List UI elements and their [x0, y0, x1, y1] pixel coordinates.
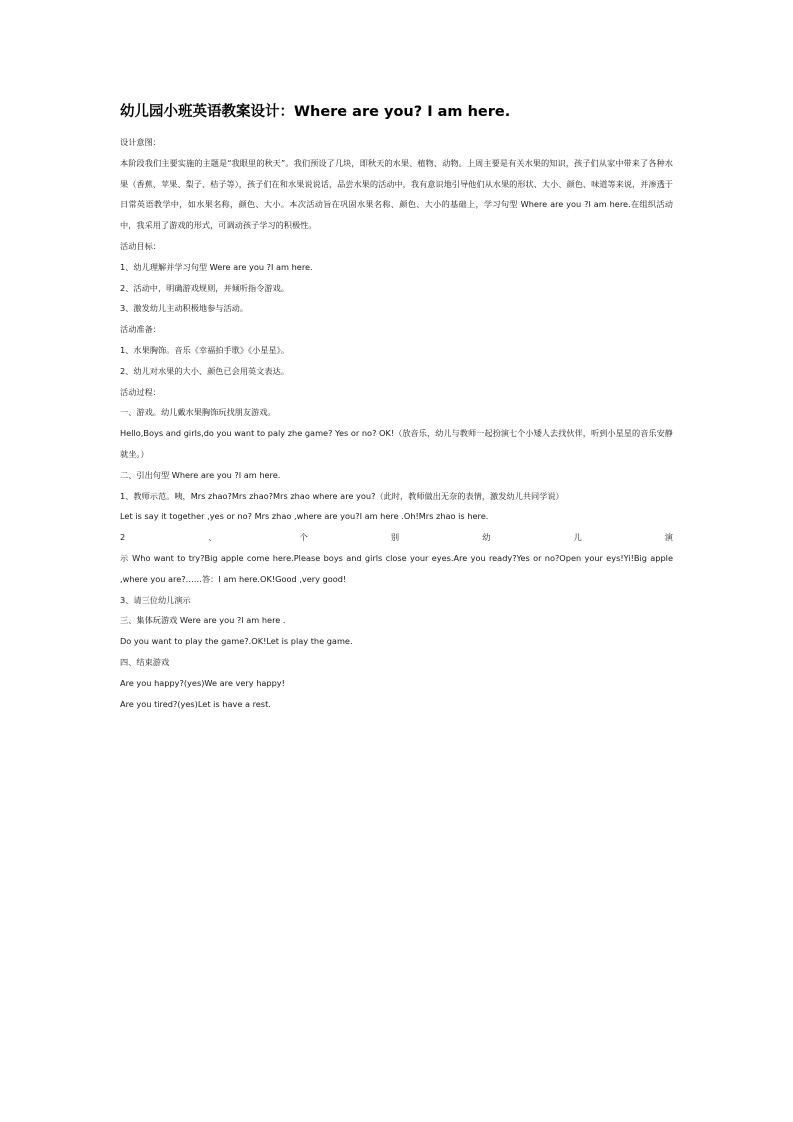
step-2-2-part: 儿 — [573, 532, 582, 543]
document-title: 幼儿园小班英语教案设计：Where are you? I am here. — [120, 104, 511, 120]
step-2-3-line: 3、请三位幼儿演示 — [120, 594, 191, 605]
goal-item-1: 1、幼儿理解并学习句型 Were are you ?I am here. — [120, 261, 313, 272]
step-1-paragraph: Hello,Boys and girls,do you want to paly zhe game? Yes or no? OK!（放音乐，幼儿与教师一起扮演七个小矮人去找伙伴，听到小星星的音乐安静就坐。） — [120, 428, 673, 459]
step-2-heading: 二、引出句型 Where are you ?I am here. — [120, 469, 281, 480]
step-2-2-paragraph: 示 Who want to try?Big apple come here.Please boys and girls close your eyes.Are you ready?Yes or no?Open your eys!Yi!Big apple ,where you are?……答：I am here.OK!Good ,very good! — [120, 552, 673, 584]
step-3-line: Do you want to play the game?.OK!Let is play the game. — [120, 636, 353, 647]
step-4-line-1: Are you happy?(yes)We are very happy! — [120, 677, 285, 688]
prep-item-1: 1、水果胸饰。音乐《幸福拍手歌》《小星星》。 — [120, 344, 289, 355]
goals-heading: 活动目标： — [120, 240, 161, 251]
process-heading: 活动过程： — [120, 386, 161, 397]
step-4-line-2: Are you tired?(yes)Let is have a rest. — [120, 698, 271, 709]
step-2-2-part: 演 — [664, 532, 673, 543]
step-2-2-part: 幼 — [482, 532, 491, 543]
goal-item-2: 2、活动中，明确游戏规则，并倾听指令游戏。 — [120, 282, 289, 293]
step-1-heading: 一、游戏。幼儿戴水果胸饰玩找朋友游戏。 — [120, 407, 276, 418]
step-2-2-part: 、 — [208, 532, 217, 543]
step-2-2-spread-line — [120, 527, 673, 548]
step-2-2-part: 别 — [390, 532, 400, 543]
prep-heading: 活动准备： — [120, 324, 161, 335]
step-4-heading: 四、结束游戏 — [120, 656, 170, 667]
step-2-2-part: 个 — [299, 532, 308, 543]
goal-item-3: 3、激发幼儿主动积极地参与活动。 — [120, 303, 249, 314]
step-3-heading: 三、集体玩游戏 Were are you ?I am here . — [120, 615, 286, 626]
intent-heading: 设计意图： — [120, 137, 161, 147]
step-2-2-part: 2 — [120, 532, 126, 543]
step-2-1b-line: Let is say it together ,yes or no? Mrs zhao ,where are you?I am here .Oh!Mrs zhao is here. — [120, 511, 489, 522]
document-page — [120, 102, 673, 714]
intent-paragraph: 本阶段我们主要实施的主题是“我眼里的秋天”。我们预设了几块，即秋天的水果、植物、动物。上周主要是有关水果的知识，孩子们从家中带来了各种水果（香蕉、苹果、梨子、桔子等），孩子们在和水果说说话，品尝水果的活动中，我有意识地引导他们从水果的形状、大小、颜色、味道等来说，并渗透于日常英语教学中，如水果名称，颜色、大小。本次活动旨在巩固水果名称、颜色、大小的基础上，学习句型 Where are you ?I am here.在组织活动中，我采用了游戏的形式，可调动孩子学习的积极性。 — [120, 157, 673, 231]
prep-item-2: 2、幼儿对水果的大小、颜色已会用英文表达。 — [120, 365, 289, 376]
step-2-1-paragraph: 1、教师示范。咦，Mrs zhao?Mrs zhao?Mrs zhao where are you?（此时，教师做出无奈的表情，激发幼儿共同学说） — [120, 490, 564, 501]
